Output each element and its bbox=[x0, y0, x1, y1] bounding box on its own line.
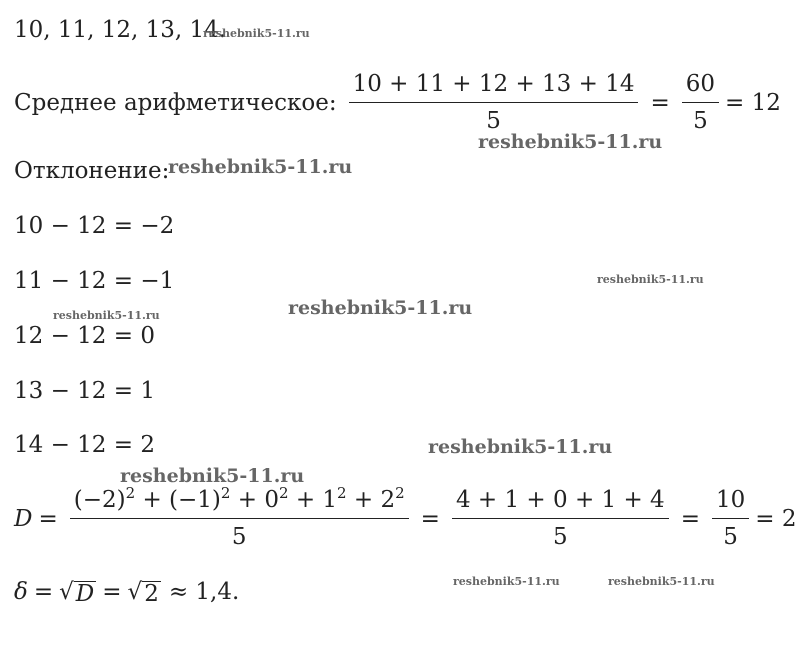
deviation-label-line bbox=[14, 157, 169, 185]
variance-fraction-3 bbox=[712, 486, 749, 551]
equals-sign: = bbox=[33, 579, 54, 605]
mean-frac2-denominator: 5 bbox=[693, 108, 708, 134]
deviation-row: 10 − 12 = −2 bbox=[14, 213, 175, 239]
term: + 2 bbox=[346, 487, 396, 513]
variance-numerator-3: 10 bbox=[715, 487, 746, 513]
numbers-line bbox=[14, 16, 226, 44]
variance-numerator-2: 4 + 1 + 0 + 1 + 4 bbox=[455, 487, 665, 513]
watermark: reshebnik5-11.ru bbox=[168, 156, 353, 178]
mean-frac2-numerator: 60 bbox=[685, 71, 716, 97]
exponent: 2 bbox=[125, 484, 136, 502]
variance-fraction-1 bbox=[70, 486, 409, 551]
watermark: reshebnik5-11.ru bbox=[53, 309, 160, 322]
stddev-line bbox=[14, 578, 239, 606]
variance-result: = 2 bbox=[755, 505, 796, 532]
stddev-symbol: δ bbox=[14, 579, 28, 605]
deviation-label: Отклонение: bbox=[14, 158, 170, 184]
variance-denominator-3: 5 bbox=[723, 524, 738, 550]
watermark: reshebnik5-11.ru bbox=[120, 465, 305, 487]
exponent: 2 bbox=[337, 484, 347, 502]
mean-label: Среднее арифметическое: bbox=[14, 89, 337, 116]
numbers-text: 10, 11, 12, 13, 14. bbox=[14, 17, 227, 43]
radicand-d: D bbox=[75, 581, 95, 607]
square-root-2 bbox=[128, 578, 161, 606]
mean-fraction bbox=[349, 70, 639, 135]
variance-line bbox=[14, 486, 796, 551]
watermark: reshebnik5-11.ru bbox=[608, 575, 715, 588]
stddev-approx: ≈ 1,4. bbox=[168, 579, 240, 605]
watermark: reshebnik5-11.ru bbox=[288, 297, 473, 319]
term: + (−1) bbox=[135, 487, 221, 513]
fraction-bar bbox=[349, 102, 639, 103]
equals-sign: = bbox=[420, 505, 440, 532]
term: (−2) bbox=[73, 487, 126, 513]
mean-line bbox=[14, 70, 781, 135]
variance-denominator-1: 5 bbox=[231, 524, 247, 550]
mean-fraction-2 bbox=[682, 70, 719, 135]
mean-numerator: 10 + 11 + 12 + 13 + 14 bbox=[352, 71, 635, 97]
radical-sign: √ bbox=[127, 579, 143, 605]
variance-fraction-2 bbox=[452, 486, 669, 551]
deviation-row: 13 − 12 = 1 bbox=[14, 378, 155, 404]
square-root-d bbox=[59, 578, 96, 606]
watermark: reshebnik5-11.ru bbox=[478, 131, 663, 153]
watermark: reshebnik5-11.ru bbox=[453, 575, 560, 588]
equals-sign: = bbox=[38, 505, 58, 532]
watermark: reshebnik5-11.ru bbox=[203, 27, 310, 40]
variance-symbol: D bbox=[14, 505, 33, 532]
equals-sign: = bbox=[650, 89, 670, 116]
mean-result: = 12 bbox=[725, 89, 781, 116]
deviation-row: 14 − 12 = 2 bbox=[14, 432, 155, 458]
variance-numerator-1 bbox=[70, 486, 409, 514]
exponent: 2 bbox=[395, 484, 405, 502]
watermark: reshebnik5-11.ru bbox=[597, 273, 704, 286]
deviation-row: 11 − 12 = −1 bbox=[14, 268, 175, 294]
radical-sign: √ bbox=[59, 579, 74, 605]
fraction-bar bbox=[70, 518, 409, 519]
deviation-row: 12 − 12 = 0 bbox=[14, 323, 155, 349]
fraction-bar bbox=[682, 102, 719, 103]
variance-denominator-2: 5 bbox=[553, 524, 568, 550]
mean-denominator: 5 bbox=[486, 108, 501, 134]
exponent: 2 bbox=[220, 484, 231, 502]
radicand-2: 2 bbox=[144, 581, 159, 607]
term: + 1 bbox=[288, 487, 338, 513]
watermark: reshebnik5-11.ru bbox=[428, 436, 613, 458]
term: + 0 bbox=[230, 487, 279, 513]
equals-sign: = bbox=[680, 505, 700, 532]
equals-sign: = bbox=[102, 579, 122, 605]
fraction-bar bbox=[452, 518, 669, 519]
fraction-bar bbox=[712, 518, 749, 519]
exponent: 2 bbox=[278, 484, 289, 502]
